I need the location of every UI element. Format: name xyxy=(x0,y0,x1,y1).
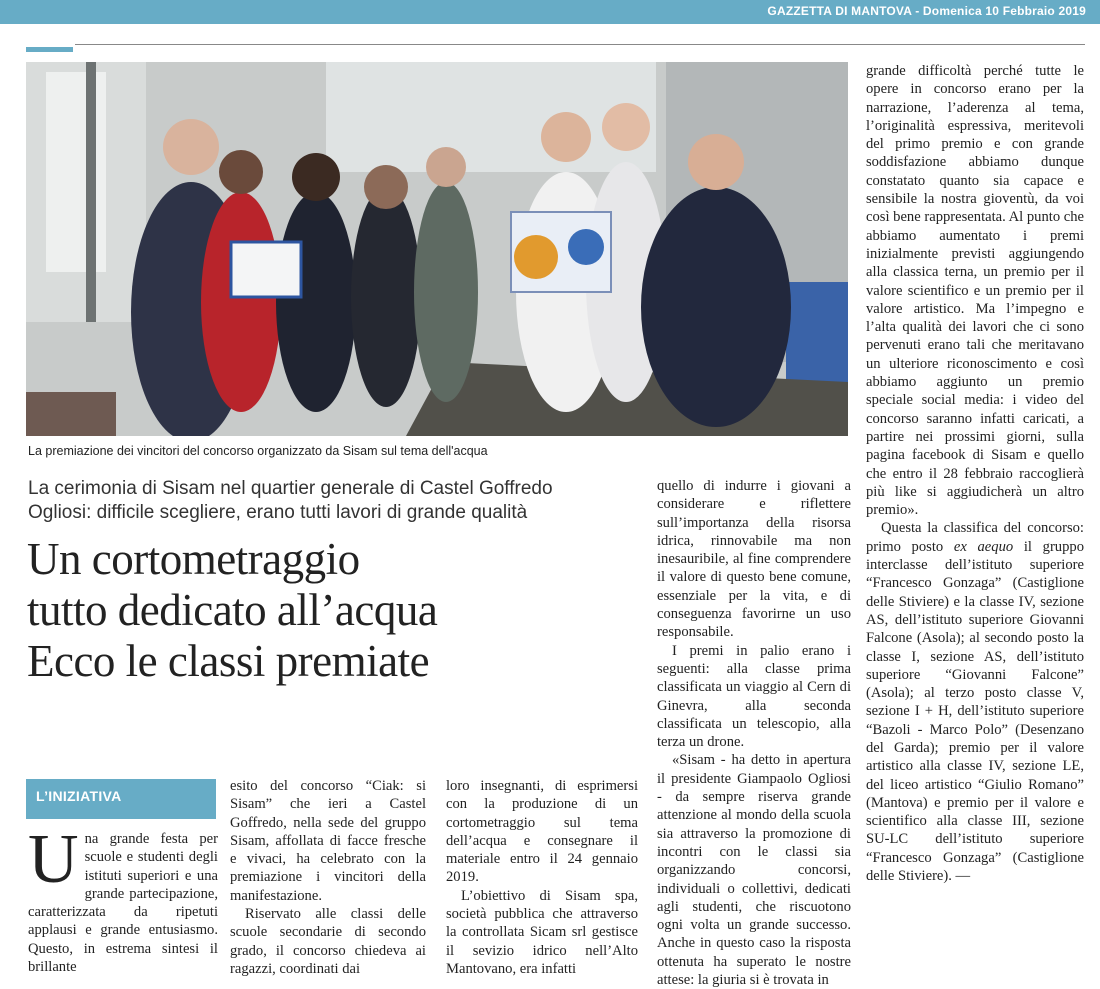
ranking-list: il gruppo interclasse dell’istituto superiore “Francesco Gonzaga” (Castiglione delle Stiviere) e la classe IV, sezione AS, dell’istituto superiore Giovanni Falcone (Asola); al secondo posto la classe I, sezione AS, dell’istituto superiore “Giovanni Falcone” (Asola); al terzo posto classe V, sezione I + H, dell’istituto superiore “Bazoli - Marco Polo” (Desenzano del Garda); premio per il valore artistico alla classe IV, sezione LE, del liceo artistico “Giulio Romano” (Mantova) e premio per il valore e scientifico alla classe III, sezione SU-LC dell’istituto superiore “Francesco Gonzaga” (Castiglione delle Stiviere). — xyxy=(866,538,1084,885)
paragraph: «Sisam - ha detto in apertura il presidente Giampaolo Ogliosi - da sempre riserva grande attenzione al mondo della scuola sia attraverso la promozione di incontri con le classi sia organizzando concorsi, individuali o collettivi, dedicati agli studenti, che riscuotono ogni volta un grande successo. Anche in questo caso la risposta ottenuta ha superato le nostre attese: la giuria si è trovata in xyxy=(657,752,851,989)
paragraph: loro insegnanti, di esprimersi con la produzione di un cortometraggio sul tema dell’acqua e consegnare il materiale entro il 24 gennaio 2019. xyxy=(446,778,638,886)
masthead-bar xyxy=(0,0,1100,24)
subheadline xyxy=(28,477,628,525)
header-rule xyxy=(75,44,1085,45)
issue-date: Domenica 10 Febbraio 2019 xyxy=(922,4,1086,18)
publication-name: GAZZETTA DI MANTOVA xyxy=(767,4,912,18)
ranking-latin-term: ex aequo xyxy=(953,538,1014,555)
headline-line-3: Ecco le classi premiate xyxy=(27,636,430,686)
paragraph: esito del concorso “Ciak: si Sisam” che ieri a Castel Goffredo, nella sede del gruppo Sisam, affollata di facce fresche e vivaci, ha celebrato con la premiazione i vincitori della manifestazione. xyxy=(230,778,426,904)
article-column-3 xyxy=(446,777,638,978)
article-column-1 xyxy=(28,821,218,976)
subheadline-line-2: Ogliosi: difficile scegliere, erano tutti lavori di grande qualità xyxy=(28,502,528,523)
masthead xyxy=(767,4,1086,18)
column-1-text: na grande festa per scuole e studenti degli istituti superiori e una grande partecipazione, caratterizzata da ripetuti applausi e grande entusiasmo. Questo, in estrema sintesi il brillante xyxy=(28,831,218,976)
section-accent xyxy=(26,47,73,52)
article-column-5 xyxy=(866,62,1084,885)
ranking-intro: Questa la classifica del concorso: primo posto xyxy=(866,520,1084,555)
article-column-4 xyxy=(657,477,851,989)
paragraph: Riservato alle classi delle scuole secondarie di secondo grado, il concorso chiedeva ai ragazzi, coordinati dai xyxy=(230,906,426,977)
headline-line-1: Un cortometraggio xyxy=(27,534,360,584)
paragraph: grande difficoltà perché tutte le opere in concorso erano per la narrazione, l’aderenza al tema, l’originalità espressiva, meritevoli del primo premio e con grande soddisfazione abbiamo dunque constatato quanto sia capace e sensibile la nostra gioventù, da voi così bene rappresentata. Al punto che abbiamo aumentato i premi inizialmente previsti aggiungendo alla classica terna, un premio per il valore scientifico e un premio per il valore artistico. Ma l’impegno e l’alta qualità dei lavori che ci sono pervenuti erano tali che meritavano un ulteriore riconoscimento e così abbiamo aggiunto un premio speciale social media: i video del concorso saranno infatti caricati, a partire nei prossimi giorni, sulla pagina facebook di Sisam e quello che entro il 28 febbraio raccoglierà più like si aggiudicherà un altro premio». xyxy=(866,63,1085,519)
ranking-paragraph xyxy=(866,519,1084,885)
paragraph: I premi in palio erano i seguenti: alla classe prima classificata un viaggio al Cern di Ginevra, alla seconda classificata un telescopio, alla terza un drone. xyxy=(657,642,851,751)
section-tag xyxy=(26,779,216,819)
subheadline-line-1: La cerimonia di Sisam nel quartier generale di Castel Goffredo xyxy=(28,478,553,499)
drop-cap: U xyxy=(28,821,79,898)
photo-caption: La premiazione dei vincitori del concorso organizzato da Sisam sul tema dell'acqua xyxy=(28,444,488,458)
article-column-2 xyxy=(230,777,426,978)
section-tag-label: L’INIZIATIVA xyxy=(36,788,122,804)
headline-line-2: tutto dedicato all’acqua xyxy=(27,585,438,635)
award-photo xyxy=(26,62,848,436)
masthead-separator: - xyxy=(911,4,923,18)
paragraph: L’obiettivo di Sisam spa, società pubblica che attraverso la controllata Sicam srl gestisce il sevizio idrico nell’Alto Mantovano, era infatti xyxy=(446,887,638,977)
headline xyxy=(27,534,627,687)
paragraph: quello di indurre i giovani a considerare e riflettere sull’importanza della risorsa idrica, rinnovabile ma non inesauribile, al fine comprendere il valore di questo bene comune, essenziale per la vita, e di conseguenza favorirne un uso responsabile. xyxy=(657,478,851,641)
